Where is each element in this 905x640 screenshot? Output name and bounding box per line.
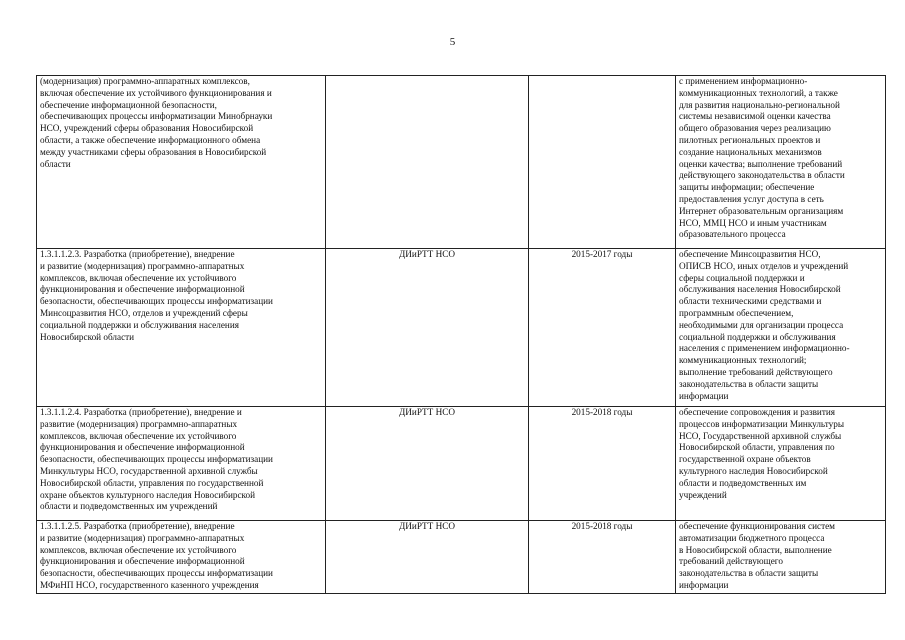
period-cell: 2015-2018 годы [529,521,676,594]
table-row [37,521,886,594]
activity-cell [37,249,326,407]
result-cell-line: Интернет образовательным организациям [679,205,844,216]
result-cell-line: предоставления услуг доступа в сеть [679,193,824,204]
result-cell-line: информации [679,579,729,590]
result-cell-line: области техническими средствами и [679,296,822,307]
executor-cell: ДИиРТТ НСО [326,249,529,407]
result-cell-line: законодательства в области защиты [679,378,819,389]
result-cell-line: общего образования через реализацию [679,123,831,134]
activity-cell-line: и развитие (модернизация) программно-аппаратных [40,260,245,271]
activity-cell-line: функционирования и обеспечение информационной [40,284,245,295]
program-activities-table [36,75,886,594]
result-cell-line: НСО, Государственной архивной службы [679,430,842,441]
activity-cell-line: безопасности, обеспечивающих процессы информатизации [40,296,273,307]
result-cell-line: обеспечение функционирования систем [679,521,835,531]
activity-cell-line: Новосибирской области, управления по государственной [40,477,264,488]
result-cell [676,407,886,521]
result-cell-line: образовательного процесса [679,229,786,240]
result-cell-line: обеспечение Минсоцразвития НСО, [679,249,821,259]
activity-cell-line: области [40,158,71,169]
activity-cell-line: 1.3.1.1.2.3. Разработка (приобретение), внедрение [40,249,235,259]
executor-cell [326,76,529,249]
period-cell: 2015-2017 годы [529,249,676,407]
activity-cell-line: комплексов, включая обеспечение их устойчивого [40,544,237,555]
result-cell-line: автоматизации бюджетного процесса [679,532,825,543]
activity-cell-line: обеспечение информационной безопасности, [40,99,217,110]
result-cell-line: пилотных региональных проектов и [679,134,821,145]
activity-cell-line: охране объектов культурного наследия Новосибирской [40,489,256,500]
result-cell-line: с применением информационно- [679,76,808,86]
activity-cell-line: 1.3.1.1.2.5. Разработка (приобретение), внедрение [40,521,235,531]
activity-cell-line: области и подведомственных им учреждений [40,501,218,512]
result-cell-line: информации [679,390,729,401]
result-cell-line: создание национальных механизмов [679,146,822,157]
activity-cell-line: 1.3.1.1.2.4. Разработка (приобретение), внедрение и [40,407,242,417]
activity-cell-line: социальной поддержки и обслуживания населения [40,319,239,330]
result-cell-line: программным обеспечением, [679,307,794,318]
result-cell [676,76,886,249]
activity-cell-line: Минкультуры НСО, государственной архивной службы [40,465,258,476]
activity-cell-line: МФиНП НСО, государственного казенного учреждения [40,579,259,590]
activity-cell-line: развитие (модернизация) программно-аппаратных [40,418,238,429]
result-cell-line: населения с применением информационно- [679,343,850,354]
activity-cell-line: Новосибирской области [40,331,135,342]
activity-cell-line: безопасности, обеспечивающих процессы информатизации [40,568,273,579]
period-cell [529,76,676,249]
activity-cell-line: НСО, учреждений сферы образования Новосибирской [40,123,254,134]
result-cell-line: системы независимой оценки качества [679,111,831,122]
result-cell-line: законодательства в области защиты [679,568,819,579]
result-cell [676,521,886,594]
activity-cell-line: обеспечивающих процессы информатизации Минобрнауки [40,111,273,122]
activity-cell-line: области, а также обеспечение информационного обмена [40,134,261,145]
result-cell-line: ОПИСВ НСО, иных отделов и учреждений [679,260,849,271]
result-cell-line: для развития национально-региональной [679,99,840,110]
activity-cell-line: комплексов, включая обеспечение их устойчивого [40,430,237,441]
result-cell-line: действующего законодательства в области [679,170,845,181]
result-cell-line: области и подведомственных им [679,477,807,488]
result-cell-line: выполнение требований действующего [679,366,833,377]
result-cell-line: учреждений [679,489,727,500]
result-cell-line: оценки качества; выполнение требований [679,158,843,169]
period-cell: 2015-2018 годы [529,407,676,521]
result-cell-line: Новосибирской области, управления по [679,442,835,453]
activity-cell-line: комплексов, включая обеспечение их устойчивого [40,272,237,283]
result-cell-line: сферы социальной поддержки и [679,272,805,283]
activity-cell-line: между участниками сферы образования в Новосибирской [40,146,267,157]
activity-cell-line: функционирования и обеспечение информационной [40,442,245,453]
result-cell-line: НСО, ММЦ НСО и иным участникам [679,217,827,228]
table-row [37,249,886,407]
result-cell-line: защиты информации; обеспечение [679,182,815,193]
result-cell-line: процессов информатизации Минкультуры [679,418,845,429]
activity-cell [37,521,326,594]
result-cell-line: коммуникационных технологий; [679,355,807,366]
activity-cell-line: безопасности, обеспечивающих процессы информатизации [40,454,273,465]
result-cell-line: культурного наследия Новосибирской [679,465,828,476]
activity-cell-line: и развитие (модернизация) программно-аппаратных [40,532,245,543]
result-cell-line: коммуникационных технологий, а также [679,87,838,98]
result-cell-line: обеспечение сопровождения и развития [679,407,836,417]
page-number: 5 [449,36,456,48]
result-cell-line: требований действующего [679,556,783,567]
activity-cell-line: функционирования и обеспечение информационной [40,556,245,567]
table-row [37,76,886,249]
table-row [37,407,886,521]
result-cell-line: обслуживания населения Новосибирской [679,284,841,295]
executor-cell: ДИиРТТ НСО [326,407,529,521]
activity-cell [37,76,326,249]
result-cell [676,249,886,407]
result-cell-line: в Новосибирской области, выполнение [679,544,832,555]
activity-cell-line: включая обеспечение их устойчивого функционирования и [40,87,272,98]
result-cell-line: государственной охране объектов [679,454,811,465]
executor-cell: ДИиРТТ НСО [326,521,529,594]
activity-cell-line: (модернизация) программно-аппаратных комплексов, [40,76,250,86]
result-cell-line: социальной поддержки и обслуживания [679,331,836,342]
result-cell-line: необходимыми для организации процесса [679,319,844,330]
activity-cell-line: Минсоцразвития НСО, отделов и учреждений сферы [40,307,248,318]
activity-cell [37,407,326,521]
